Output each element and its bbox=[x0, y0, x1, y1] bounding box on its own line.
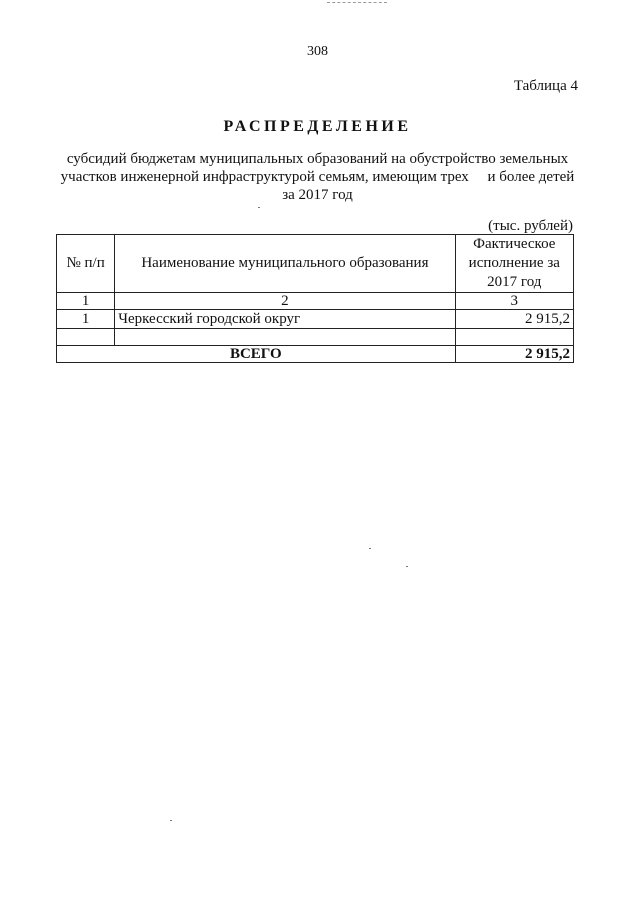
table-row bbox=[57, 310, 574, 329]
column-index-cell: 3 bbox=[455, 293, 573, 310]
column-index-cell: 1 bbox=[57, 293, 115, 310]
distribution-table bbox=[56, 234, 574, 363]
column-index-cell: 2 bbox=[115, 293, 455, 310]
scan-speck bbox=[170, 820, 172, 821]
units-label: (тыс. рублей) bbox=[488, 218, 573, 234]
table-empty-row bbox=[57, 329, 574, 346]
table-total-row bbox=[57, 346, 574, 363]
subtitle-line: субсидий бюджетам муниципальных образований на обустройство земельных bbox=[66, 151, 569, 167]
row-num: 1 bbox=[57, 310, 115, 329]
header-name: Наименование муниципального образования bbox=[115, 235, 455, 293]
scan-speck bbox=[406, 566, 408, 567]
empty-cell bbox=[455, 329, 573, 346]
page-number: 308 bbox=[307, 44, 328, 59]
total-value: 2 915,2 bbox=[455, 346, 573, 363]
subtitle-line: за 2017 год bbox=[282, 187, 353, 203]
scan-speck bbox=[369, 548, 371, 549]
total-label: ВСЕГО bbox=[57, 346, 456, 363]
document-subtitle bbox=[40, 150, 595, 204]
row-value: 2 915,2 bbox=[455, 310, 573, 329]
header-value: Фактическое исполнение за 2017 год bbox=[455, 235, 573, 293]
row-name: Черкесский городской округ bbox=[115, 310, 455, 329]
table-header-row bbox=[57, 235, 574, 293]
empty-cell bbox=[57, 329, 115, 346]
column-index-row bbox=[57, 293, 574, 310]
document-title: РАСПРЕДЕЛЕНИЕ bbox=[223, 118, 412, 135]
table-caption: Таблица 4 bbox=[513, 78, 578, 94]
header-num: № п/п bbox=[57, 235, 115, 293]
scan-speck bbox=[258, 207, 260, 208]
scan-artifact-line bbox=[327, 2, 387, 4]
subtitle-line: участков инженерной инфраструктурой семьям, имеющим трех и более детей bbox=[60, 169, 575, 185]
empty-cell bbox=[115, 329, 455, 346]
